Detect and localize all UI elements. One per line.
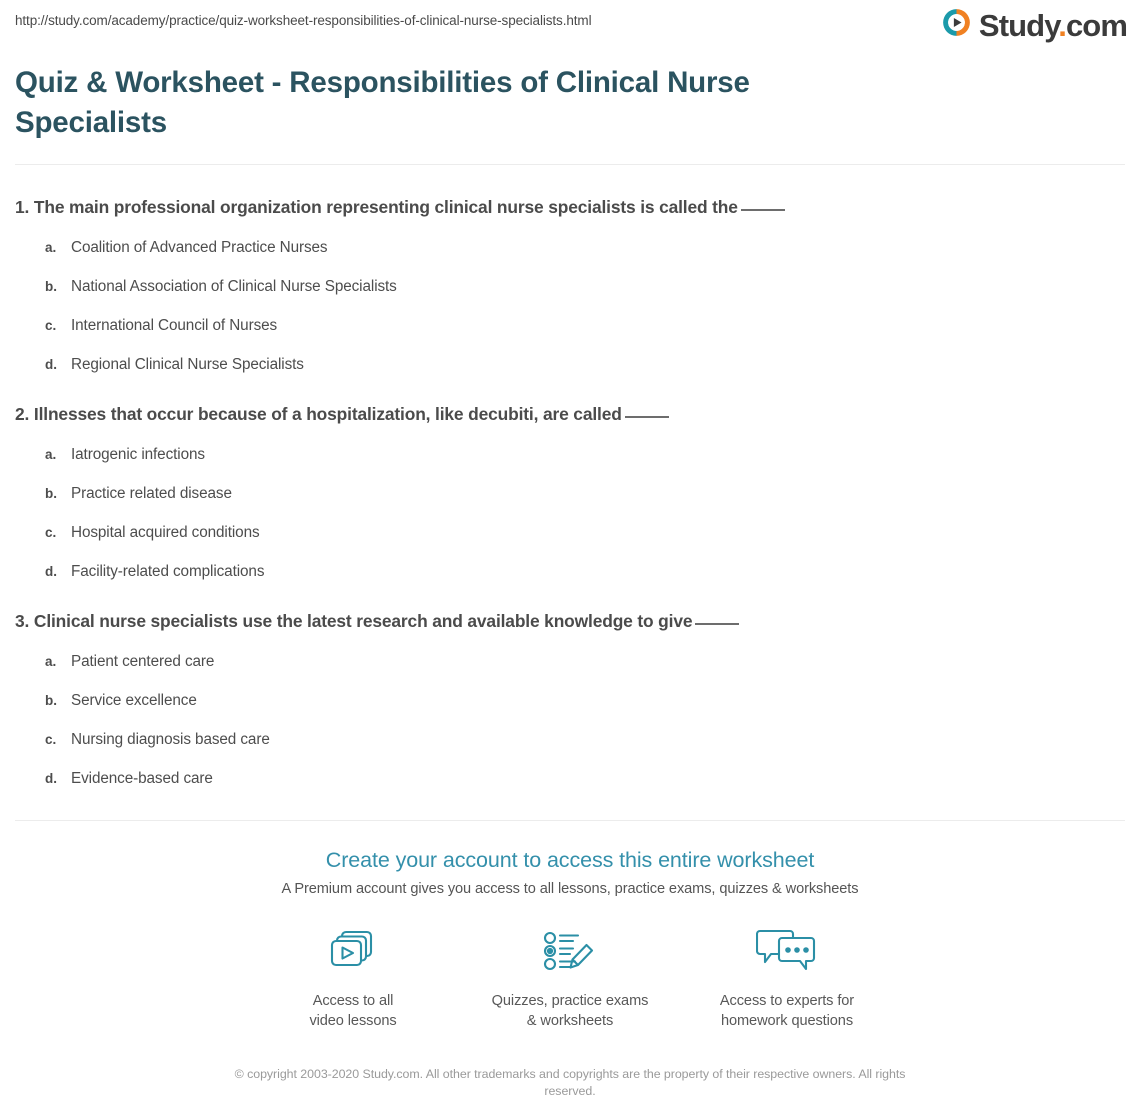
logo-dot: . bbox=[1058, 7, 1066, 43]
video-lessons-icon bbox=[245, 922, 462, 980]
choice-3a[interactable] bbox=[15, 652, 1125, 672]
feature-quizzes bbox=[462, 922, 679, 1031]
choice-3b[interactable] bbox=[15, 691, 1125, 711]
choice-text: Hospital acquired conditions bbox=[71, 524, 260, 541]
choice-text: National Association of Clinical Nurse Specialists bbox=[71, 278, 397, 295]
features-row bbox=[0, 922, 1140, 1031]
question-body: Illnesses that occur because of a hospitalization, like decubiti, are called bbox=[33, 404, 622, 424]
question-text bbox=[15, 195, 1125, 219]
feature-label-line1: Access to experts for bbox=[719, 993, 855, 1009]
choice-text: International Council of Nurses bbox=[71, 317, 278, 334]
logo-wordmark bbox=[978, 7, 1127, 43]
questions-list bbox=[15, 165, 1125, 789]
choice-letter: d. bbox=[45, 564, 57, 579]
choice-1a[interactable] bbox=[15, 238, 1125, 258]
choice-text: Coalition of Advanced Practice Nurses bbox=[71, 239, 328, 256]
choice-2c[interactable] bbox=[15, 523, 1125, 543]
feature-label-line1: Quizzes, practice exams bbox=[491, 993, 649, 1009]
answer-blank bbox=[625, 416, 669, 418]
source-url: http://study.com/academy/practice/quiz-worksheet-responsibilities-of-clinical-nurse-specialists.html bbox=[15, 13, 592, 28]
feature-label-line2: & worksheets bbox=[526, 1013, 614, 1029]
answer-blank bbox=[741, 209, 785, 211]
choice-2d[interactable] bbox=[15, 562, 1125, 582]
answer-blank bbox=[695, 623, 739, 625]
feature-label-line1: Access to all bbox=[312, 993, 394, 1009]
choice-2b[interactable] bbox=[15, 484, 1125, 504]
premium-subtitle: A Premium account gives you access to all lessons, practice exams, quizzes & worksheets bbox=[281, 881, 859, 897]
choice-3c[interactable] bbox=[15, 730, 1125, 750]
choice-text: Practice related disease bbox=[71, 485, 232, 502]
question-3 bbox=[15, 609, 1125, 789]
choice-2a[interactable] bbox=[15, 445, 1125, 465]
play-circle-icon bbox=[941, 7, 972, 43]
feature-label-line2: homework questions bbox=[720, 1013, 854, 1029]
choice-text: Nursing diagnosis based care bbox=[71, 731, 270, 748]
choice-letter: a. bbox=[45, 447, 57, 462]
choice-letter: d. bbox=[45, 357, 57, 372]
choice-letter: a. bbox=[45, 240, 57, 255]
choice-1b[interactable] bbox=[15, 277, 1125, 297]
question-number: 3. bbox=[15, 611, 30, 631]
choice-letter: c. bbox=[45, 318, 57, 333]
feature-video-lessons bbox=[245, 922, 462, 1031]
choice-3d[interactable] bbox=[15, 769, 1125, 789]
logo-tld: com bbox=[1065, 7, 1127, 43]
choice-1c[interactable] bbox=[15, 316, 1125, 336]
choice-text: Regional Clinical Nurse Specialists bbox=[71, 356, 304, 373]
question-1 bbox=[15, 195, 1125, 375]
choice-letter: c. bbox=[45, 525, 57, 540]
question-text bbox=[15, 609, 1125, 633]
feature-label bbox=[679, 991, 896, 1031]
feature-label bbox=[245, 991, 462, 1031]
choice-letter: b. bbox=[45, 279, 57, 294]
choice-letter: d. bbox=[45, 771, 57, 786]
copyright-text: © copyright 2003-2020 Study.com. All other trademarks and copyrights are the property of their respective owners. All rights reserved. bbox=[234, 1067, 906, 1098]
choice-text: Service excellence bbox=[71, 692, 197, 709]
question-number: 2. bbox=[15, 404, 30, 424]
choice-letter: a. bbox=[45, 654, 57, 669]
choice-text: Patient centered care bbox=[71, 653, 215, 670]
choice-text: Iatrogenic infections bbox=[71, 446, 205, 463]
logo-name: Study bbox=[978, 7, 1059, 43]
question-body: The main professional organization representing clinical nurse specialists is called the bbox=[33, 197, 738, 217]
chat-bubbles-icon bbox=[679, 922, 896, 980]
choice-letter: b. bbox=[45, 693, 57, 708]
choice-letter: c. bbox=[45, 732, 57, 747]
question-text bbox=[15, 402, 1125, 426]
choice-text: Facility-related complications bbox=[71, 563, 265, 580]
choice-letter: b. bbox=[45, 486, 57, 501]
study-com-logo[interactable] bbox=[941, 7, 1127, 43]
choice-1d[interactable] bbox=[15, 355, 1125, 375]
page-header bbox=[0, 0, 1140, 52]
question-body: Clinical nurse specialists use the latest research and available knowledge to give bbox=[33, 611, 693, 631]
cta-section bbox=[0, 821, 1140, 1100]
question-number: 1. bbox=[15, 197, 30, 217]
feature-label bbox=[462, 991, 679, 1031]
page-title: Quiz & Worksheet - Responsibilities of Clinical Nurse Specialists bbox=[15, 66, 750, 139]
quiz-pencil-icon bbox=[462, 922, 679, 980]
create-account-link[interactable]: Create your account to access this entire worksheet bbox=[325, 848, 815, 872]
feature-label-line2: video lessons bbox=[309, 1013, 397, 1029]
feature-experts bbox=[679, 922, 896, 1031]
question-2 bbox=[15, 402, 1125, 582]
choice-text: Evidence-based care bbox=[71, 770, 213, 787]
